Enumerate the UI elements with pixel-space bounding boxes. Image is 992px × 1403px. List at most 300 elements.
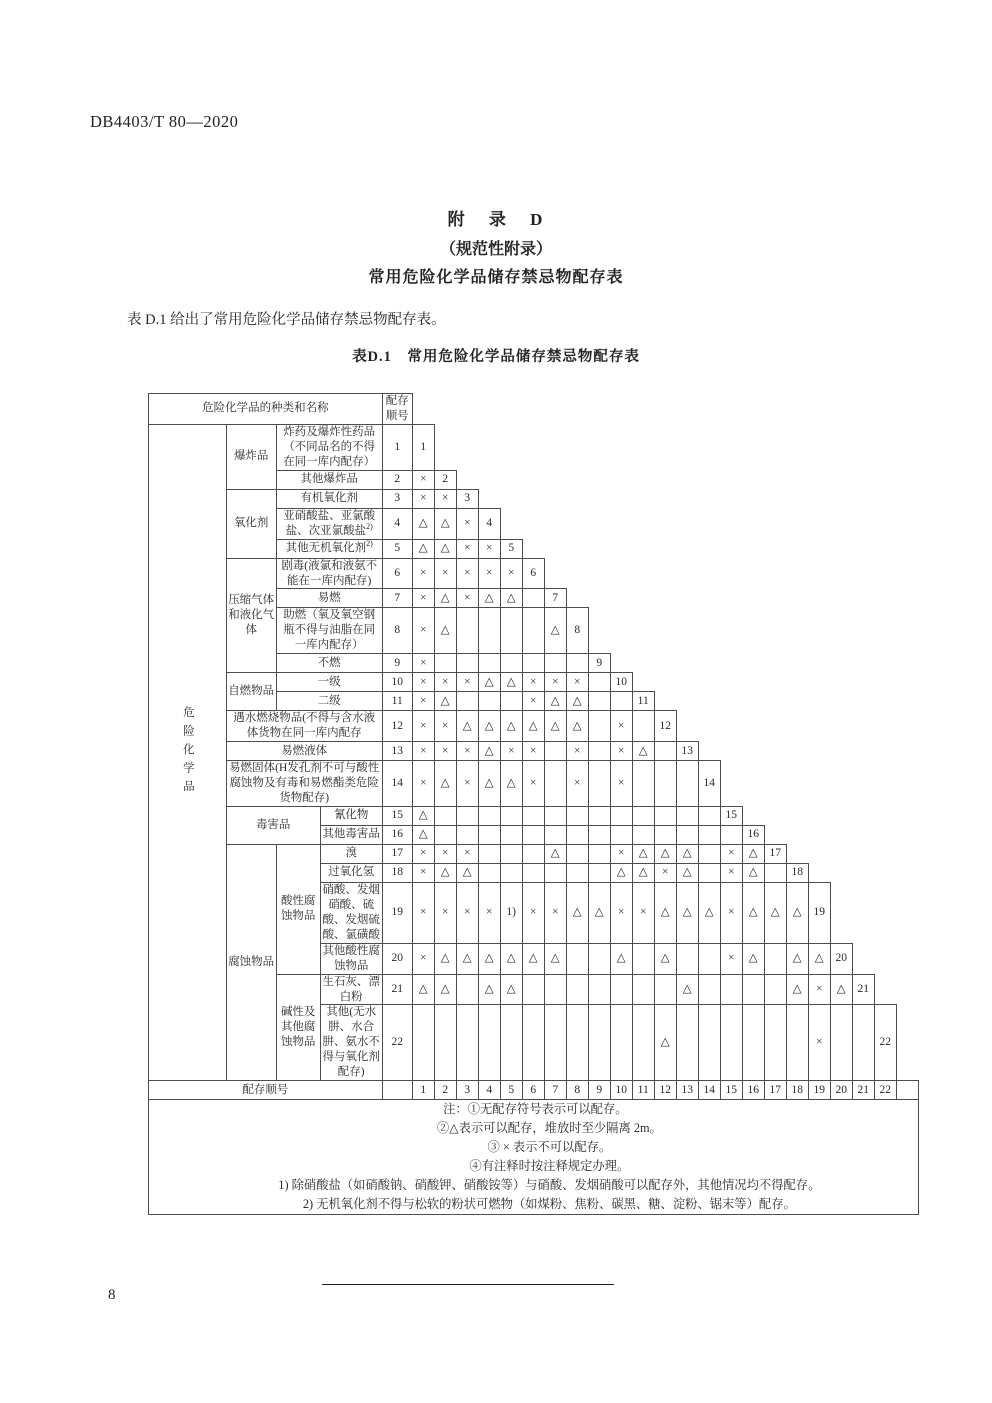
matrix-cell-r9-c4	[478, 654, 500, 673]
matrix-cell-r18-c5	[500, 863, 522, 882]
row-label: 易燃	[276, 589, 382, 608]
matrix-cell-r22-c4	[478, 1005, 500, 1081]
matrix-cell-r13-c1: ×	[412, 742, 434, 761]
row-sequence-number: 8	[382, 608, 412, 654]
matrix-cell-r22-c1	[412, 1005, 434, 1081]
group-label: 氧化剂	[226, 489, 276, 558]
matrix-cell-r17-c16: △	[742, 844, 764, 863]
matrix-cell-r17-c15: ×	[720, 844, 742, 863]
table-header-sequence: 配存顺号	[382, 394, 412, 425]
matrix-cell-r19-c18: △	[786, 882, 808, 943]
matrix-cell-r20-c12: △	[654, 943, 676, 974]
matrix-cell-r12-c3: △	[456, 711, 478, 742]
matrix-cell-r10-c4: △	[478, 673, 500, 692]
matrix-cell-r18-c8	[566, 863, 588, 882]
diagonal-cell-21: 21	[852, 974, 874, 1005]
matrix-cell-r20-c2: △	[434, 943, 456, 974]
row-label: 其他无机氧化剂$^{2)}$	[276, 539, 382, 558]
diagonal-cell-3: 3	[456, 489, 478, 508]
matrix-cell-r21-c16	[742, 974, 764, 1005]
matrix-cell-r14-c7	[544, 761, 566, 807]
matrix-cell-r16-c1: △	[412, 825, 434, 844]
diagonal-cell-10: 10	[610, 673, 632, 692]
matrix-cell-r15-c1: △	[412, 806, 434, 825]
matrix-cell-r22-c12: △	[654, 1005, 676, 1081]
matrix-cell-r7-c1: ×	[412, 589, 434, 608]
note-line-5: 1) 除硝酸盐（如硝酸钠、硝酸钾、硝酸铵等）与硝酸、发烟硝酸可以配存外，其他情况均不得配存。	[278, 1178, 821, 1193]
footnote-ref: 2)	[366, 539, 373, 549]
diagonal-cell-19: 19	[808, 882, 830, 943]
matrix-cell-r19-c15: ×	[720, 882, 742, 943]
matrix-cell-r22-c9	[588, 1005, 610, 1081]
diagonal-cell-6: 6	[522, 558, 544, 589]
matrix-cell-r14-c9	[588, 761, 610, 807]
matrix-cell-r9-c2	[434, 654, 456, 673]
doc-code: DB4403/T 80—2020	[90, 112, 239, 131]
matrix-cell-r19-c9: △	[588, 882, 610, 943]
matrix-cell-r7-c5: △	[500, 589, 522, 608]
matrix-cell-r20-c13	[676, 943, 698, 974]
matrix-cell-r19-c5: 1)	[500, 882, 522, 943]
diagonal-cell-5: 5	[500, 539, 522, 558]
matrix-cell-r14-c11	[632, 761, 654, 807]
matrix-cell-r15-c14	[698, 806, 720, 825]
group-label: 腐蚀物品	[226, 844, 276, 1080]
matrix-cell-r16-c8	[566, 825, 588, 844]
matrix-cell-r16-c14	[698, 825, 720, 844]
matrix-cell-r21-c17	[764, 974, 786, 1005]
matrix-cell-r8-c2: △	[434, 608, 456, 654]
matrix-cell-r17-c12: △	[654, 844, 676, 863]
matrix-cell-r14-c8: ×	[566, 761, 588, 807]
diagonal-cell-17: 17	[764, 844, 786, 863]
matrix-cell-r12-c9	[588, 711, 610, 742]
column-number-21: 21	[852, 1081, 874, 1100]
matrix-cell-r20-c6: △	[522, 943, 544, 974]
matrix-cell-r17-c4	[478, 844, 500, 863]
matrix-cell-r15-c8	[566, 806, 588, 825]
matrix-cell-r11-c9	[588, 692, 610, 711]
matrix-cell-r15-c13	[676, 806, 698, 825]
matrix-cell-r14-c13	[676, 761, 698, 807]
row-sequence-number: 22	[382, 1005, 412, 1081]
matrix-cell-r6-c4: ×	[478, 558, 500, 589]
column-number-3: 3	[456, 1081, 478, 1100]
row-label: 易燃固体(H发孔剂不可与酸性腐蚀物及有毒和易燃酯类危险货物配存)	[226, 761, 382, 807]
matrix-cell-r9-c1: ×	[412, 654, 434, 673]
matrix-cell-r18-c15: ×	[720, 863, 742, 882]
matrix-cell-r21-c11	[632, 974, 654, 1005]
row-sequence-number: 3	[382, 489, 412, 508]
matrix-cell-r17-c9	[588, 844, 610, 863]
matrix-cell-r20-c19: △	[808, 943, 830, 974]
column-number-6: 6	[522, 1081, 544, 1100]
matrix-cell-r21-c18: △	[786, 974, 808, 1005]
matrix-cell-r7-c6	[522, 589, 544, 608]
column-number-17: 17	[764, 1081, 786, 1100]
column-number-13: 13	[676, 1081, 698, 1100]
matrix-cell-r19-c12: △	[654, 882, 676, 943]
matrix-cell-r5-c3: ×	[456, 539, 478, 558]
matrix-cell-r15-c11	[632, 806, 654, 825]
matrix-cell-r17-c11: △	[632, 844, 654, 863]
note-line-6: 2) 无机氧化剂不得与松软的粉状可燃物（如煤粉、焦粉、碳黑、糖、淀粉、锯末等）配存。	[302, 1197, 796, 1212]
matrix-cell-r10-c9	[588, 673, 610, 692]
matrix-cell-r11-c1: ×	[412, 692, 434, 711]
row-label: 其他爆炸品	[276, 470, 382, 489]
matrix-cell-r22-c20	[830, 1005, 852, 1081]
column-number-20: 20	[830, 1081, 852, 1100]
group-label: 毒害品	[226, 806, 320, 844]
row-label: 遇水燃烧物品(不得与含水液体货物在同一库内配存	[226, 711, 382, 742]
matrix-cell-r21-c1: △	[412, 974, 434, 1005]
matrix-cell-r18-c12: ×	[654, 863, 676, 882]
matrix-cell-r13-c4: △	[478, 742, 500, 761]
matrix-cell-r15-c4	[478, 806, 500, 825]
column-number-7: 7	[544, 1081, 566, 1100]
table-side-label: 危险化学品	[149, 424, 227, 1080]
matrix-cell-r22-c6	[522, 1005, 544, 1081]
matrix-cell-r11-c5	[500, 692, 522, 711]
page-number: 8	[108, 1287, 116, 1303]
row-sequence-number: 10	[382, 673, 412, 692]
column-number-10: 10	[610, 1081, 632, 1100]
footer-empty-cell	[382, 1081, 412, 1100]
column-number-16: 16	[742, 1081, 764, 1100]
row-sequence-number: 14	[382, 761, 412, 807]
matrix-cell-r20-c7: △	[544, 943, 566, 974]
matrix-cell-r5-c4: ×	[478, 539, 500, 558]
matrix-cell-r19-c14: △	[698, 882, 720, 943]
matrix-cell-r10-c2: ×	[434, 673, 456, 692]
column-number-9: 9	[588, 1081, 610, 1100]
column-number-1: 1	[412, 1081, 434, 1100]
diagonal-cell-8: 8	[566, 608, 588, 654]
matrix-cell-r12-c8: △	[566, 711, 588, 742]
matrix-cell-r19-c1: ×	[412, 882, 434, 943]
row-sequence-number: 7	[382, 589, 412, 608]
matrix-cell-r9-c3	[456, 654, 478, 673]
diagonal-cell-1: 1	[412, 424, 434, 470]
matrix-cell-r20-c11	[632, 943, 654, 974]
matrix-cell-r15-c2	[434, 806, 456, 825]
matrix-cell-r17-c3: ×	[456, 844, 478, 863]
matrix-cell-r17-c1: ×	[412, 844, 434, 863]
row-label: 有机氧化剂	[276, 489, 382, 508]
diagonal-cell-22: 22	[874, 1005, 896, 1081]
matrix-cell-r5-c1: △	[412, 539, 434, 558]
matrix-cell-r9-c7	[544, 654, 566, 673]
matrix-cell-r17-c7: △	[544, 844, 566, 863]
matrix-cell-r4-c3: ×	[456, 508, 478, 539]
matrix-cell-r20-c16: △	[742, 943, 764, 974]
matrix-cell-r16-c12	[654, 825, 676, 844]
footnote-ref: 2)	[366, 521, 373, 531]
matrix-cell-r12-c10: ×	[610, 711, 632, 742]
matrix-cell-r20-c5: △	[500, 943, 522, 974]
matrix-cell-r18-c2: △	[434, 863, 456, 882]
diagonal-cell-14: 14	[698, 761, 720, 807]
matrix-cell-r22-c18	[786, 1005, 808, 1081]
matrix-cell-r4-c1: △	[412, 508, 434, 539]
matrix-cell-r21-c2: △	[434, 974, 456, 1005]
matrix-cell-r14-c12	[654, 761, 676, 807]
table-header-categories: 危险化学品的种类和名称	[149, 394, 383, 425]
row-label: 过氧化氢	[320, 863, 382, 882]
matrix-cell-r9-c8	[566, 654, 588, 673]
matrix-cell-r21-c9	[588, 974, 610, 1005]
matrix-cell-r21-c7	[544, 974, 566, 1005]
matrix-cell-r14-c2: △	[434, 761, 456, 807]
matrix-cell-r17-c2: ×	[434, 844, 456, 863]
matrix-cell-r16-c3	[456, 825, 478, 844]
matrix-cell-r20-c1: ×	[412, 943, 434, 974]
matrix-cell-r17-c13: △	[676, 844, 698, 863]
matrix-cell-r18-c6	[522, 863, 544, 882]
column-number-8: 8	[566, 1081, 588, 1100]
row-label: 氰化物	[320, 806, 382, 825]
matrix-cell-r6-c5: ×	[500, 558, 522, 589]
matrix-cell-r11-c2: △	[434, 692, 456, 711]
matrix-cell-r22-c10	[610, 1005, 632, 1081]
diagonal-cell-9: 9	[588, 654, 610, 673]
note-line-3: ③ × 表示不可以配存。	[487, 1140, 612, 1155]
matrix-cell-r5-c2: △	[434, 539, 456, 558]
matrix-cell-r21-c6	[522, 974, 544, 1005]
matrix-cell-r17-c6	[522, 844, 544, 863]
matrix-cell-r10-c8: ×	[566, 673, 588, 692]
matrix-cell-r15-c6	[522, 806, 544, 825]
diagonal-cell-15: 15	[720, 806, 742, 825]
row-label: 易燃液体	[226, 742, 382, 761]
matrix-cell-r21-c20: △	[830, 974, 852, 1005]
matrix-cell-r19-c4: ×	[478, 882, 500, 943]
matrix-cell-r12-c1: ×	[412, 711, 434, 742]
matrix-cell-r3-c2: ×	[434, 489, 456, 508]
row-sequence-number: 17	[382, 844, 412, 863]
matrix-cell-r21-c3	[456, 974, 478, 1005]
row-label: 助燃（氧及氧空钢瓶不得与油脂在同一库内配存）	[276, 608, 382, 654]
matrix-cell-r14-c6: ×	[522, 761, 544, 807]
matrix-cell-r7-c3: ×	[456, 589, 478, 608]
matrix-cell-r16-c10	[610, 825, 632, 844]
row-sequence-number: 19	[382, 882, 412, 943]
row-label: 剧毒(液氯和液氨不能在一库内配存)	[276, 558, 382, 589]
matrix-cell-r18-c1: ×	[412, 863, 434, 882]
matrix-cell-r20-c17	[764, 943, 786, 974]
matrix-cell-r14-c10: ×	[610, 761, 632, 807]
matrix-cell-r18-c4	[478, 863, 500, 882]
matrix-cell-r8-c7: △	[544, 608, 566, 654]
matrix-cell-r20-c8	[566, 943, 588, 974]
row-sequence-number: 4	[382, 508, 412, 539]
row-label: 生石灰、漂白粉	[320, 974, 382, 1005]
row-sequence-number: 20	[382, 943, 412, 974]
matrix-cell-r19-c13: △	[676, 882, 698, 943]
matrix-cell-r22-c13	[676, 1005, 698, 1081]
matrix-cell-r4-c2: △	[434, 508, 456, 539]
matrix-cell-r8-c1: ×	[412, 608, 434, 654]
matrix-cell-r16-c15	[720, 825, 742, 844]
matrix-cell-r16-c11	[632, 825, 654, 844]
matrix-cell-r22-c7	[544, 1005, 566, 1081]
column-number-2: 2	[434, 1081, 456, 1100]
matrix-cell-r16-c7	[544, 825, 566, 844]
diagonal-cell-2: 2	[434, 470, 456, 489]
column-number-19: 19	[808, 1081, 830, 1100]
subgroup-label: 碱性及其他腐蚀物品	[276, 974, 320, 1081]
matrix-cell-r17-c8	[566, 844, 588, 863]
matrix-cell-r22-c16	[742, 1005, 764, 1081]
matrix-cell-r15-c5	[500, 806, 522, 825]
matrix-cell-r12-c11	[632, 711, 654, 742]
row-sequence-number: 16	[382, 825, 412, 844]
matrix-cell-r18-c11: △	[632, 863, 654, 882]
matrix-cell-r16-c9	[588, 825, 610, 844]
diagonal-cell-4: 4	[478, 508, 500, 539]
matrix-cell-r22-c15	[720, 1005, 742, 1081]
matrix-cell-r18-c3: △	[456, 863, 478, 882]
matrix-cell-r9-c6	[522, 654, 544, 673]
matrix-cell-r13-c3: ×	[456, 742, 478, 761]
matrix-cell-r11-c7: △	[544, 692, 566, 711]
diagonal-cell-7: 7	[544, 589, 566, 608]
row-label: 其他毒害品	[320, 825, 382, 844]
matrix-cell-r8-c5	[500, 608, 522, 654]
matrix-cell-r19-c7: ×	[544, 882, 566, 943]
column-number-22: 22	[874, 1081, 896, 1100]
compatibility-table	[148, 393, 919, 1215]
matrix-cell-r11-c10	[610, 692, 632, 711]
matrix-cell-r12-c7: △	[544, 711, 566, 742]
matrix-cell-r13-c10: ×	[610, 742, 632, 761]
diagonal-cell-16: 16	[742, 825, 764, 844]
matrix-cell-r13-c8: ×	[566, 742, 588, 761]
matrix-cell-r15-c10	[610, 806, 632, 825]
row-sequence-number: 18	[382, 863, 412, 882]
matrix-cell-r18-c10: △	[610, 863, 632, 882]
matrix-cell-r17-c5	[500, 844, 522, 863]
matrix-cell-r20-c14	[698, 943, 720, 974]
matrix-cell-r13-c5: ×	[500, 742, 522, 761]
matrix-cell-r8-c3	[456, 608, 478, 654]
matrix-cell-r18-c9	[588, 863, 610, 882]
compatibility-matrix	[148, 393, 919, 1215]
matrix-cell-r19-c11: ×	[632, 882, 654, 943]
matrix-cell-r13-c6: ×	[522, 742, 544, 761]
matrix-cell-r13-c9	[588, 742, 610, 761]
matrix-cell-r19-c8: △	[566, 882, 588, 943]
matrix-cell-r21-c15	[720, 974, 742, 1005]
matrix-cell-r18-c13: △	[676, 863, 698, 882]
matrix-cell-r14-c5: △	[500, 761, 522, 807]
matrix-cell-r22-c19: ×	[808, 1005, 830, 1081]
row-sequence-number: 15	[382, 806, 412, 825]
matrix-cell-r6-c2: ×	[434, 558, 456, 589]
matrix-cell-r19-c2: ×	[434, 882, 456, 943]
matrix-cell-r21-c8	[566, 974, 588, 1005]
row-label: 炸药及爆炸性药品（不同品名的不得在同一库内配存）	[276, 424, 382, 470]
matrix-cell-r21-c5: △	[500, 974, 522, 1005]
note-line-2: ②△表示可以配存，堆放时至少隔离 2m。	[436, 1121, 662, 1136]
matrix-cell-r3-c1: ×	[412, 489, 434, 508]
matrix-cell-r6-c1: ×	[412, 558, 434, 589]
matrix-cell-r12-c2: ×	[434, 711, 456, 742]
matrix-cell-r10-c5: △	[500, 673, 522, 692]
row-label: 亚硝酸盐、亚氯酸盐、次亚氯酸盐$^{2)}$	[276, 508, 382, 539]
group-label: 压缩气体和液化气体	[226, 558, 276, 673]
matrix-cell-r12-c6: △	[522, 711, 544, 742]
row-sequence-number: 5	[382, 539, 412, 558]
matrix-cell-r10-c3: ×	[456, 673, 478, 692]
matrix-cell-r12-c5: △	[500, 711, 522, 742]
matrix-cell-r13-c2: ×	[434, 742, 456, 761]
footer-sequence-label: 配存顺号	[149, 1081, 383, 1100]
matrix-cell-r22-c5	[500, 1005, 522, 1081]
matrix-cell-r17-c10: ×	[610, 844, 632, 863]
appendix-subtitle: （规范性附录）	[439, 241, 552, 258]
matrix-cell-r20-c9	[588, 943, 610, 974]
matrix-cell-r19-c10: ×	[610, 882, 632, 943]
row-label: 其他(无水肼、水合肼、氨水不得与氧化剂配存)	[320, 1005, 382, 1081]
note-line-1: 注：①无配存符号表示可以配存。	[443, 1102, 628, 1117]
matrix-cell-r17-c14	[698, 844, 720, 863]
row-label: 溴	[320, 844, 382, 863]
matrix-cell-r11-c4	[478, 692, 500, 711]
appendix-table-title: 常用危险化学品储存禁忌物配存表	[368, 269, 624, 286]
footer-trailing-cell	[896, 1081, 918, 1100]
diagonal-cell-11: 11	[632, 692, 654, 711]
matrix-cell-r10-c7: ×	[544, 673, 566, 692]
matrix-cell-r16-c2	[434, 825, 456, 844]
matrix-cell-r21-c4: △	[478, 974, 500, 1005]
matrix-cell-r13-c11: △	[632, 742, 654, 761]
matrix-cell-r21-c19: ×	[808, 974, 830, 1005]
matrix-cell-r19-c6: ×	[522, 882, 544, 943]
matrix-cell-r10-c1: ×	[412, 673, 434, 692]
table-caption: 表D.1 常用危险化学品储存禁忌物配存表	[352, 349, 640, 365]
matrix-cell-r18-c7	[544, 863, 566, 882]
matrix-cell-r10-c6: ×	[522, 673, 544, 692]
matrix-cell-r7-c2: △	[434, 589, 456, 608]
column-number-12: 12	[654, 1081, 676, 1100]
column-number-5: 5	[500, 1081, 522, 1100]
column-number-14: 14	[698, 1081, 720, 1100]
subgroup-label: 酸性腐蚀物品	[276, 844, 320, 974]
matrix-cell-r18-c14	[698, 863, 720, 882]
column-number-18: 18	[786, 1081, 808, 1100]
diagonal-cell-18: 18	[786, 863, 808, 882]
note-line-4: ④有注释时按注释规定办理。	[469, 1159, 630, 1174]
intro-paragraph: 表 D.1 给出了常用危险化学品储存禁忌物配存表。	[127, 312, 446, 328]
matrix-cell-r22-c14	[698, 1005, 720, 1081]
matrix-cell-r20-c3: △	[456, 943, 478, 974]
matrix-cell-r19-c16: △	[742, 882, 764, 943]
row-sequence-number: 6	[382, 558, 412, 589]
matrix-cell-r14-c3: ×	[456, 761, 478, 807]
group-label: 爆炸品	[226, 424, 276, 489]
matrix-cell-r20-c4: △	[478, 943, 500, 974]
row-sequence-number: 11	[382, 692, 412, 711]
row-sequence-number: 13	[382, 742, 412, 761]
matrix-cell-r13-c12	[654, 742, 676, 761]
footer-rule	[322, 1284, 614, 1285]
matrix-cell-r22-c21	[852, 1005, 874, 1081]
matrix-cell-r11-c6: ×	[522, 692, 544, 711]
row-label: 二级	[276, 692, 382, 711]
matrix-cell-r20-c10: △	[610, 943, 632, 974]
matrix-cell-r20-c15: ×	[720, 943, 742, 974]
